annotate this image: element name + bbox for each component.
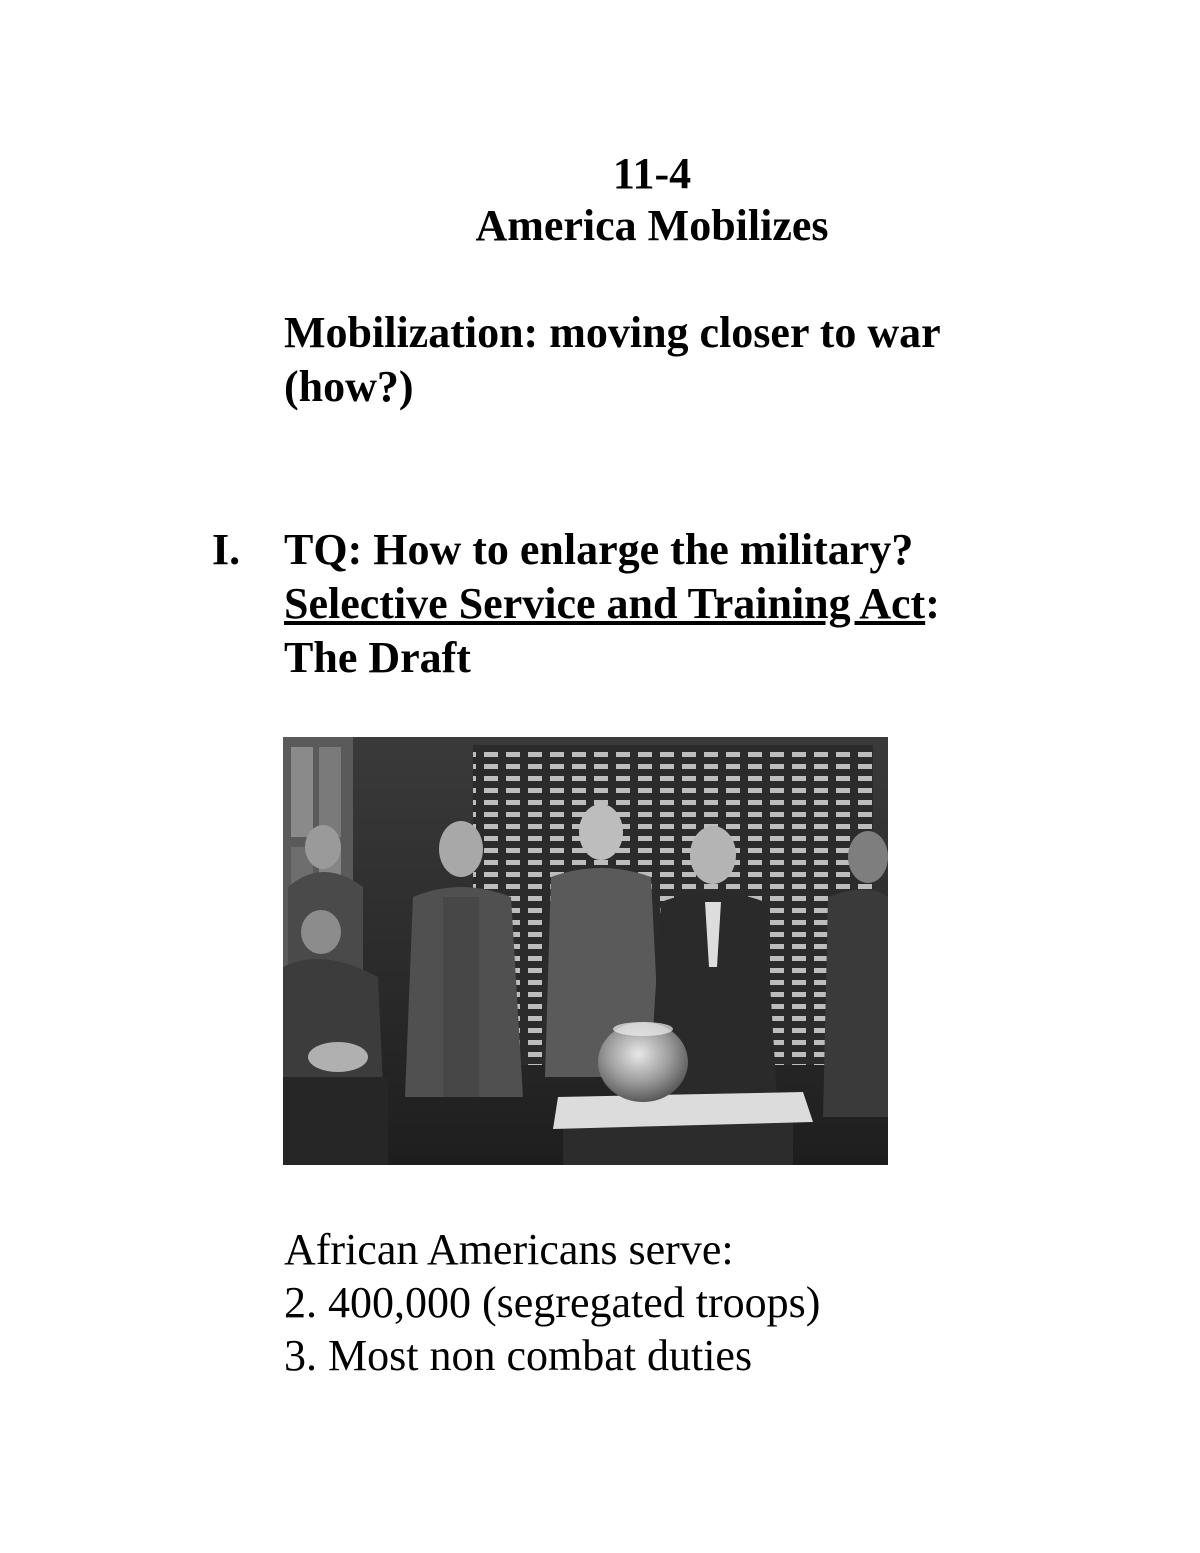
list-item: 3. Most non combat duties	[284, 1331, 753, 1380]
topic-question: TQ: How to enlarge the military?	[284, 525, 914, 574]
lesson-number: 11-4	[612, 149, 692, 198]
section-numeral: I.	[212, 525, 241, 574]
act-name: Selective Service and Training Act	[284, 579, 926, 628]
definition-continuation: (how?)	[284, 362, 414, 411]
list-item: 2. 400,000 (segregated troops)	[284, 1278, 821, 1327]
definition-line: Mobilization: moving closer to war	[284, 308, 941, 357]
page-title: America Mobilizes	[475, 201, 829, 250]
act-colon: :	[925, 579, 940, 628]
notes-heading: African Americans serve:	[284, 1225, 734, 1274]
act-result: The Draft	[284, 633, 471, 682]
draft-lottery-photo	[283, 737, 888, 1165]
act-heading	[284, 578, 940, 630]
